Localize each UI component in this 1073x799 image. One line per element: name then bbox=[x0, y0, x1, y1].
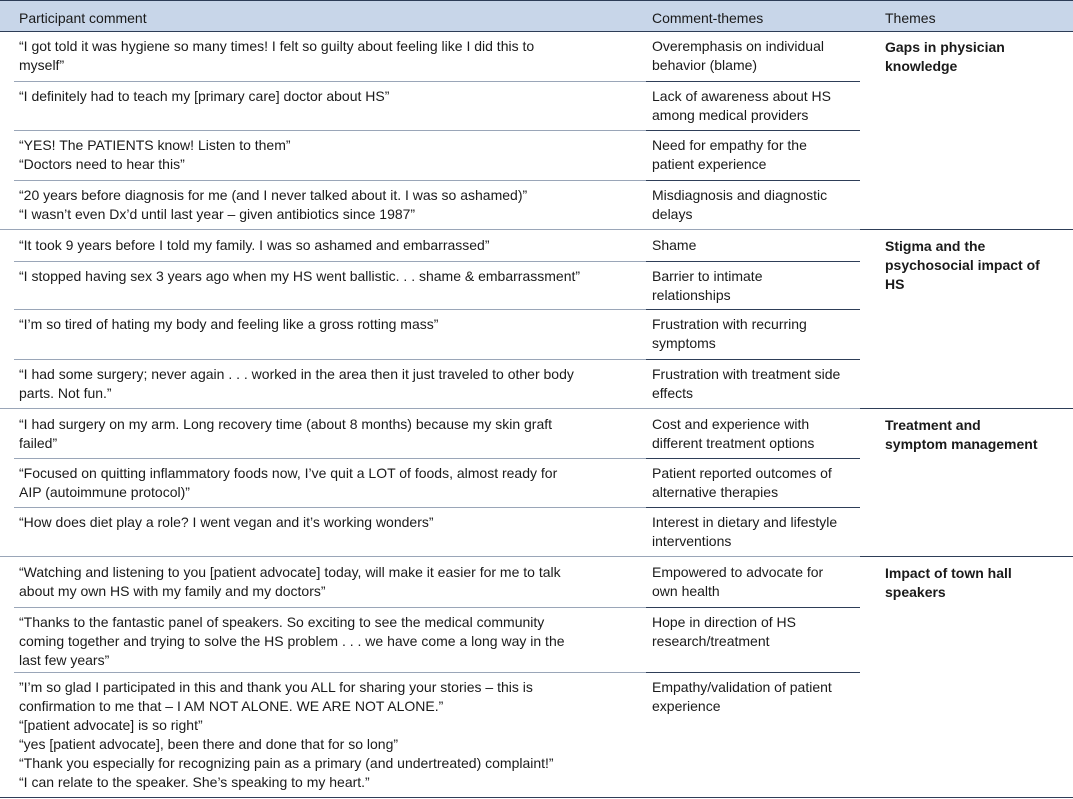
comment-theme-text: Hope in direction of HS bbox=[652, 614, 796, 630]
comment-text: parts. Not fun.” bbox=[19, 385, 112, 401]
comment-text: confirmation to me that – I AM NOT ALONE. WE ARE NOT ALONE.” bbox=[19, 698, 444, 714]
comment-text: “How does diet play a role? I went vegan and it’s working wonders” bbox=[19, 514, 434, 530]
comment-text: “I wasn’t even Dx’d until last year – given antibiotics since 1987” bbox=[19, 206, 416, 222]
comment-theme-text: among medical providers bbox=[652, 107, 809, 123]
row-divider bbox=[14, 130, 646, 131]
group-divider-theme bbox=[860, 556, 1073, 557]
row-divider-theme bbox=[646, 458, 860, 459]
row-divider-theme bbox=[646, 672, 860, 673]
theme-label: Gaps in physician bbox=[885, 39, 1005, 55]
row-divider-theme bbox=[646, 309, 860, 310]
row-divider-theme bbox=[646, 261, 860, 262]
comment-text: “I can relate to the speaker. She’s speaking to my heart.” bbox=[19, 774, 370, 790]
comment-theme-text: Cost and experience with bbox=[652, 416, 810, 432]
comment-text: failed” bbox=[19, 435, 58, 451]
comment-text: “YES! The PATIENTS know! Listen to them” bbox=[19, 137, 291, 153]
comment-text: “I’m so tired of hating my body and feeling like a gross rotting mass” bbox=[19, 316, 439, 332]
theme-label: psychosocial impact of bbox=[885, 257, 1040, 273]
comment-text: “I got told it was hygiene so many times! I felt so guilty about feeling like I did this to bbox=[19, 38, 535, 54]
row-divider bbox=[14, 309, 646, 310]
comment-text: “It took 9 years before I told my family. I was so ashamed and embarrassed” bbox=[19, 237, 490, 253]
row-divider bbox=[14, 458, 646, 459]
comment-text: about my own HS with my family and my doctors” bbox=[19, 583, 326, 599]
row-divider-theme bbox=[646, 507, 860, 508]
comment-text: “I stopped having sex 3 years ago when my HS went ballistic. . . shame & embarrassment” bbox=[19, 268, 581, 284]
comment-text: ”I’m so glad I participated in this and thank you ALL for sharing your stories – this is bbox=[19, 679, 533, 695]
comment-theme-text: Misdiagnosis and diagnostic bbox=[652, 187, 828, 203]
row-divider-theme bbox=[646, 130, 860, 131]
comment-text: “I had some surgery; never again . . . worked in the area then it just traveled to other body bbox=[19, 366, 574, 382]
theme-label: Stigma and the bbox=[885, 238, 986, 254]
row-divider bbox=[14, 359, 646, 360]
comment-theme-text: Lack of awareness about HS bbox=[652, 88, 831, 104]
comment-text: AIP (autoimmune protocol)” bbox=[19, 484, 190, 500]
comment-theme-text: Frustration with recurring bbox=[652, 316, 807, 332]
comment-text: “Thanks to the fantastic panel of speakers. So exciting to see the medical community bbox=[19, 614, 545, 630]
group-divider-theme bbox=[860, 408, 1073, 409]
row-divider bbox=[14, 672, 646, 673]
comment-text: “I definitely had to teach my [primary care] doctor about HS” bbox=[19, 88, 390, 104]
header-themes: Themes bbox=[885, 10, 936, 26]
row-divider bbox=[14, 607, 646, 608]
theme-label: speakers bbox=[885, 584, 946, 600]
comment-theme-text: experience bbox=[652, 698, 721, 714]
row-divider-theme bbox=[646, 607, 860, 608]
comment-text: “I had surgery on my arm. Long recovery time (about 8 months) because my skin graft bbox=[19, 416, 553, 432]
row-divider bbox=[14, 261, 646, 262]
comment-text: coming together and trying to solve the HS problem . . . we have come a long way in the bbox=[19, 633, 565, 649]
theme-label: Impact of town hall bbox=[885, 565, 1012, 581]
row-divider-theme bbox=[646, 180, 860, 181]
comment-text: last few years” bbox=[19, 652, 110, 668]
comment-theme-text: patient experience bbox=[652, 156, 767, 172]
comment-theme-text: alternative therapies bbox=[652, 484, 779, 500]
comment-text: “Thank you especially for recognizing pain as a primary (and undertreated) complaint!” bbox=[19, 755, 554, 771]
row-divider-theme bbox=[646, 359, 860, 360]
row-divider-theme bbox=[646, 81, 860, 82]
comment-theme-text: different treatment options bbox=[652, 435, 815, 451]
theme-label: symptom management bbox=[885, 436, 1038, 452]
row-divider bbox=[14, 81, 646, 82]
table-header bbox=[0, 0, 1073, 32]
comment-theme-text: own health bbox=[652, 583, 720, 599]
header-comment-themes: Comment-themes bbox=[652, 10, 764, 26]
theme-label: knowledge bbox=[885, 58, 958, 74]
group-divider bbox=[0, 408, 860, 409]
comment-text: myself” bbox=[19, 57, 65, 73]
comment-text: “[patient advocate] is so right” bbox=[19, 717, 203, 733]
row-divider bbox=[14, 180, 646, 181]
header-participant-comment: Participant comment bbox=[19, 10, 147, 26]
comment-text: “Watching and listening to you [patient advocate] today, will make it easier for me to talk bbox=[19, 564, 561, 580]
comment-theme-text: delays bbox=[652, 206, 693, 222]
comment-theme-text: Patient reported outcomes of bbox=[652, 465, 832, 481]
comment-theme-text: Need for empathy for the bbox=[652, 137, 807, 153]
comment-theme-text: Empathy/validation of patient bbox=[652, 679, 832, 695]
table-bottom-rule bbox=[0, 797, 1073, 798]
comment-text: “yes [patient advocate], been there and done that for so long” bbox=[19, 736, 399, 752]
group-divider bbox=[0, 556, 860, 557]
comment-theme-text: effects bbox=[652, 385, 693, 401]
comment-text: “Focused on quitting inflammatory foods now, I’ve quit a LOT of foods, almost ready for bbox=[19, 465, 558, 481]
comment-theme-text: Barrier to intimate bbox=[652, 268, 763, 284]
comment-theme-text: Shame bbox=[652, 237, 697, 253]
comment-theme-text: symptoms bbox=[652, 335, 716, 351]
comment-theme-text: relationships bbox=[652, 287, 731, 303]
row-divider bbox=[14, 507, 646, 508]
group-divider bbox=[0, 229, 860, 230]
comment-theme-text: research/treatment bbox=[652, 633, 770, 649]
theme-label: HS bbox=[885, 276, 905, 292]
comment-theme-text: Interest in dietary and lifestyle bbox=[652, 514, 838, 530]
comment-theme-text: interventions bbox=[652, 533, 732, 549]
comment-text: “Doctors need to hear this” bbox=[19, 156, 185, 172]
theme-label: Treatment and bbox=[885, 417, 981, 433]
comment-theme-text: Frustration with treatment side bbox=[652, 366, 841, 382]
comment-text: “20 years before diagnosis for me (and I never talked about it. I was so ashamed)” bbox=[19, 187, 528, 203]
comment-theme-text: Overemphasis on individual bbox=[652, 38, 824, 54]
group-divider-theme bbox=[860, 229, 1073, 230]
comment-theme-text: behavior (blame) bbox=[652, 57, 758, 73]
comment-theme-text: Empowered to advocate for bbox=[652, 564, 824, 580]
